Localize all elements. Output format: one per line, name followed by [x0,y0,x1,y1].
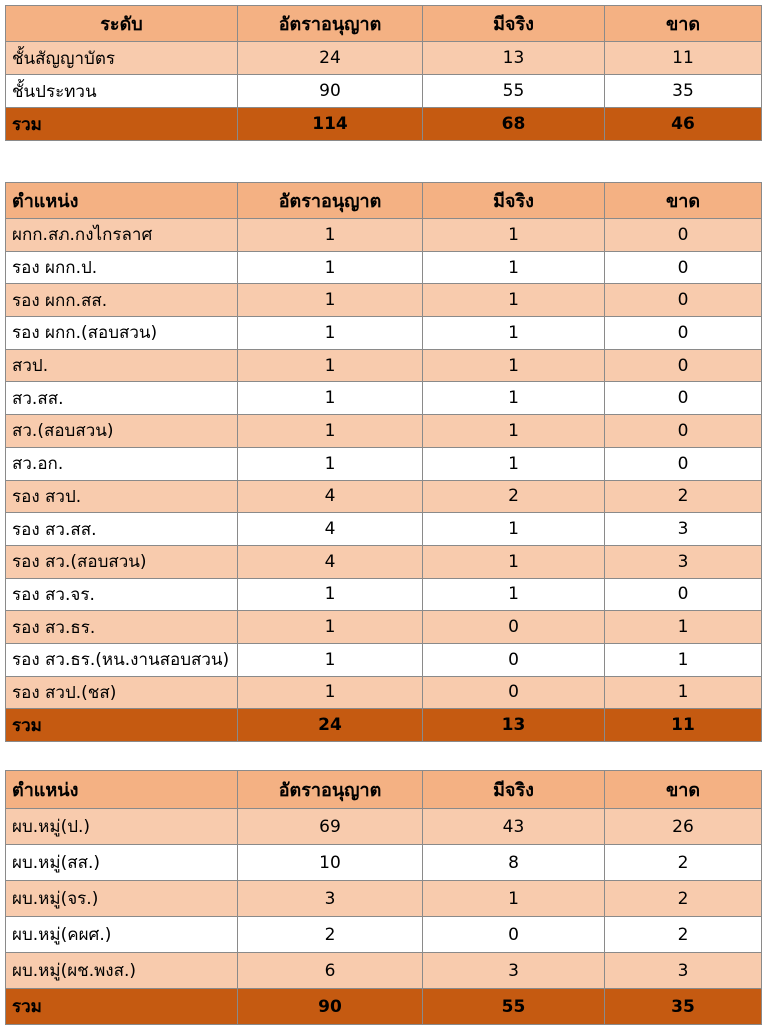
header-row [6,6,762,42]
table-row [6,219,762,252]
cell-missing: 0 [605,415,762,448]
cell-actual: 1 [423,317,605,350]
row-label: ผบ.หมู่(ป.) [6,809,238,845]
row-label: ผกก.สภ.กงไกรลาศ [6,219,238,252]
total-missing: 35 [605,989,762,1025]
table-row [6,881,762,917]
squad-leader-positions-table [5,770,762,1025]
cell-allowed: 1 [238,415,423,448]
cell-actual: 1 [423,545,605,578]
table-row [6,917,762,953]
row-label: ผบ.หมู่(สส.) [6,845,238,881]
cell-actual: 1 [423,382,605,415]
table-row [6,809,762,845]
cell-allowed: 1 [238,676,423,709]
total-label: รวม [6,709,238,742]
total-row [6,989,762,1025]
cell-missing: 0 [605,447,762,480]
cell-missing: 0 [605,578,762,611]
table-body [6,183,762,742]
cell-actual: 1 [423,251,605,284]
cell-missing: 0 [605,317,762,350]
table-row [6,643,762,676]
cell-actual: 2 [423,480,605,513]
cell-allowed: 24 [238,42,423,75]
cell-actual: 3 [423,953,605,989]
cell-missing: 2 [605,845,762,881]
table-row [6,676,762,709]
table-row [6,953,762,989]
cell-actual: 1 [423,284,605,317]
row-label: รอง สวป. [6,480,238,513]
row-label: ชั้นประทวน [6,75,238,108]
cell-actual: 0 [423,643,605,676]
cell-missing: 2 [605,480,762,513]
cell-actual: 0 [423,676,605,709]
header-row [6,771,762,809]
cell-actual: 0 [423,611,605,644]
total-allowed: 114 [238,108,423,141]
cell-actual: 8 [423,845,605,881]
cell-allowed: 10 [238,845,423,881]
column-header: ขาด [605,6,762,42]
cell-missing: 3 [605,545,762,578]
row-label: ชั้นสัญญาบัตร [6,42,238,75]
cell-missing: 26 [605,809,762,845]
cell-allowed: 1 [238,349,423,382]
row-label: รอง สว.จร. [6,578,238,611]
cell-allowed: 1 [238,578,423,611]
cell-missing: 0 [605,284,762,317]
table-row [6,284,762,317]
cell-missing: 3 [605,513,762,546]
table-row [6,845,762,881]
total-row [6,108,762,141]
cell-missing: 0 [605,219,762,252]
row-label: รอง ผกก.ป. [6,251,238,284]
total-actual: 13 [423,709,605,742]
header-row [6,183,762,219]
row-label: สว.อก. [6,447,238,480]
cell-allowed: 90 [238,75,423,108]
total-label: รวม [6,108,238,141]
cell-actual: 1 [423,349,605,382]
table-row [6,545,762,578]
row-label: สว.(สอบสวน) [6,415,238,448]
column-header: มีจริง [423,771,605,809]
table-row [6,447,762,480]
table-row [6,382,762,415]
cell-missing: 0 [605,251,762,284]
column-header: อัตราอนุญาต [238,771,423,809]
total-missing: 46 [605,108,762,141]
cell-allowed: 4 [238,545,423,578]
row-label: ผบ.หมู่(ผช.พงส.) [6,953,238,989]
cell-actual: 0 [423,917,605,953]
column-header: อัตราอนุญาต [238,183,423,219]
table-row [6,349,762,382]
total-actual: 68 [423,108,605,141]
cell-allowed: 1 [238,317,423,350]
cell-actual: 1 [423,513,605,546]
cell-missing: 3 [605,953,762,989]
cell-missing: 35 [605,75,762,108]
table-row [6,75,762,108]
table-row [6,415,762,448]
total-allowed: 90 [238,989,423,1025]
officer-positions-table [5,182,762,742]
cell-allowed: 1 [238,284,423,317]
total-allowed: 24 [238,709,423,742]
row-label: รอง ผกก.(สอบสวน) [6,317,238,350]
cell-allowed: 1 [238,382,423,415]
cell-allowed: 1 [238,447,423,480]
total-actual: 55 [423,989,605,1025]
column-header: ขาด [605,183,762,219]
cell-actual: 43 [423,809,605,845]
column-header: ขาด [605,771,762,809]
cell-missing: 0 [605,382,762,415]
cell-actual: 1 [423,578,605,611]
table-row [6,251,762,284]
row-label: สวป. [6,349,238,382]
column-header: มีจริง [423,183,605,219]
cell-missing: 1 [605,611,762,644]
row-label: รอง สวป.(ชส) [6,676,238,709]
cell-missing: 1 [605,676,762,709]
cell-actual: 55 [423,75,605,108]
cell-missing: 1 [605,643,762,676]
cell-actual: 13 [423,42,605,75]
cell-allowed: 1 [238,251,423,284]
row-label: ผบ.หมู่(จร.) [6,881,238,917]
cell-allowed: 1 [238,219,423,252]
total-missing: 11 [605,709,762,742]
column-header: ระดับ [6,6,238,42]
cell-actual: 1 [423,415,605,448]
cell-allowed: 1 [238,611,423,644]
cell-allowed: 1 [238,643,423,676]
cell-missing: 2 [605,881,762,917]
row-label: รอง สว.สส. [6,513,238,546]
summary-by-level-table [5,5,762,141]
row-label: สว.สส. [6,382,238,415]
cell-allowed: 4 [238,513,423,546]
column-header: มีจริง [423,6,605,42]
table-body [6,771,762,1025]
cell-allowed: 3 [238,881,423,917]
row-label: ผบ.หมู่(คผศ.) [6,917,238,953]
table-row [6,317,762,350]
table-row [6,480,762,513]
cell-actual: 1 [423,881,605,917]
cell-actual: 1 [423,219,605,252]
row-label: รอง ผกก.สส. [6,284,238,317]
table-body [6,6,762,141]
total-label: รวม [6,989,238,1025]
cell-actual: 1 [423,447,605,480]
column-header: ตำแหน่ง [6,771,238,809]
row-label: รอง สว.ธร.(หน.งานสอบสวน) [6,643,238,676]
cell-allowed: 6 [238,953,423,989]
cell-missing: 2 [605,917,762,953]
column-header: ตำแหน่ง [6,183,238,219]
total-row [6,709,762,742]
row-label: รอง สว.(สอบสวน) [6,545,238,578]
cell-allowed: 2 [238,917,423,953]
table-row [6,513,762,546]
column-header: อัตราอนุญาต [238,6,423,42]
cell-missing: 11 [605,42,762,75]
cell-missing: 0 [605,349,762,382]
table-row [6,42,762,75]
row-label: รอง สว.ธร. [6,611,238,644]
cell-allowed: 69 [238,809,423,845]
table-row [6,578,762,611]
table-row [6,611,762,644]
cell-allowed: 4 [238,480,423,513]
